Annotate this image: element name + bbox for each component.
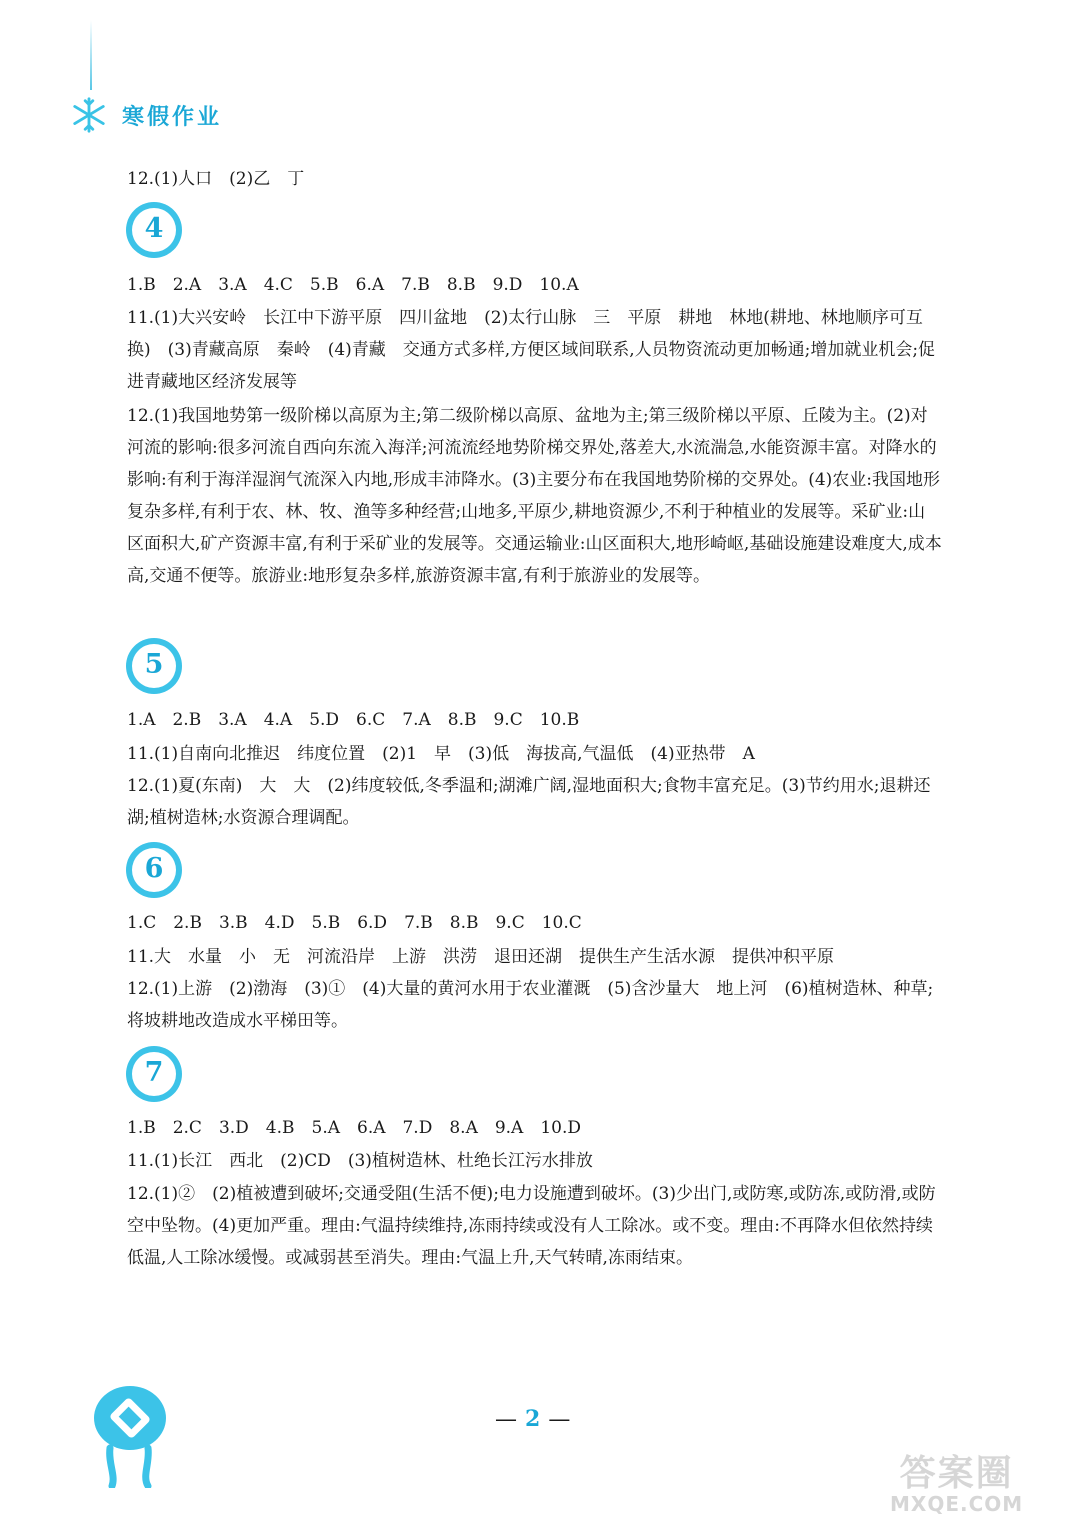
q11-6: 11.大 水量 小 无 河流沿岸 上游 洪涝 退田还湖 提供生产生活水源 提供冲积平原: [127, 947, 835, 967]
page-number: [495, 1406, 570, 1432]
q12-5: 12.(1)夏(东南) 大 大 (2)纬度较低,冬季温和;湖滩广阔,湿地面积大;食物丰富充足。(3)节约用水;退耕还湖;植树造林;水资源合理调配。: [127, 776, 931, 828]
header-title: 寒假作业: [122, 104, 223, 130]
section-number: 4: [144, 213, 164, 244]
prev-q12: 12.(1)人口 (2)乙 丁: [127, 169, 305, 189]
watermark: [890, 1445, 1023, 1516]
section-badge-4: [124, 200, 184, 260]
page-header: [70, 96, 222, 134]
q12-6: 12.(1)上游 (2)渤海 (3)① (4)大量的黄河水用于农业灌溉 (5)含沙量大 地上河 (6)植树造林、种草;将坡耕地改造成水平梯田等。: [127, 979, 934, 1031]
section-badge-5: [124, 636, 184, 696]
snowflake-icon: [70, 96, 108, 134]
q12-7: 12.(1)② (2)植被遭到破坏;交通受阻(生活不便);电力设施遭到破坏。(3)少出门,或防寒,或防冻,或防滑,或防空中坠物。(4)更加严重。理由:气温持续维持,冻雨持续或没有人工除冰。或不变。理由:不再降水但依然持续低温,人工除冰缓慢。或减弱甚至消失。理由:气温上升,天气转晴,冻雨结束。: [127, 1184, 936, 1268]
choices-5: 1.A 2.B 3.A 4.A 5.D 6.C 7.A 8.B 9.C 10.B: [127, 710, 580, 730]
section-number: 5: [144, 649, 164, 680]
choices-4: 1.B 2.A 3.A 4.C 5.B 6.A 7.B 8.B 9.D 10.A: [127, 275, 579, 295]
q11-4: 11.(1)大兴安岭 长江中下游平原 四川盆地 (2)太行山脉 三 平原 耕地 林地(耕地、林地顺序可互换) (3)青藏高原 秦岭 (4)青藏 交通方式多样,方便区域间联系,人员物资流动更加畅通;增加就业机会;促进青藏地区经济发展等: [127, 308, 936, 392]
page-dash-right: —: [548, 1407, 571, 1432]
watermark-line2: MXQE.COM: [890, 1492, 1024, 1516]
section-number: 6: [144, 853, 164, 884]
choices-7: 1.B 2.C 3.D 4.B 5.A 6.A 7.D 8.A 9.A 10.D: [127, 1118, 582, 1138]
choices-6: 1.C 2.B 3.B 4.D 5.B 6.D 7.B 8.B 9.C 10.C: [127, 913, 582, 933]
q11-5: 11.(1)自南向北推迟 纬度位置 (2)1 早 (3)低 海拔高,气温低 (4)亚热带 A: [127, 744, 755, 764]
watermark-line1: 答案圈: [899, 1453, 1014, 1494]
section-badge-7: [124, 1044, 184, 1104]
section-badge-6: [124, 840, 184, 900]
q12-4: 12.(1)我国地势第一级阶梯以高原为主;第二级阶梯以高原、盆地为主;第三级阶梯以平原、丘陵为主。(2)对河流的影响:很多河流自西向东流入海洋;河流流经地势阶梯交界处,落差大,水流湍急,水能资源丰富。对降水的影响:有利于海洋湿润气流深入内地,形成丰沛降水。(3)主要分布在我国地势阶梯的交界处。(4)农业:我国地形复杂多样,有利于农、林、牧、渔等多种经营;山地多,平原少,耕地资源少,不利于种植业的发展等。采矿业:山区面积大,矿产资源丰富,有利于采矿业的发展等。交通运输业:山区面积大,地形崎岖,基础设施建设难度大,成本高,交通不便等。旅游业:地形复杂多样,旅游资源丰富,有利于旅游业的发展等。: [127, 406, 942, 586]
decorative-vertical-line: [90, 20, 92, 90]
page-number-value: 2: [525, 1406, 541, 1432]
page-dash-left: —: [495, 1407, 517, 1432]
q11-7: 11.(1)长江 西北 (2)CD (3)植树造林、杜绝长江污水排放: [127, 1151, 593, 1171]
section-number: 7: [144, 1057, 164, 1088]
lantern-mascot-icon: [90, 1378, 170, 1488]
